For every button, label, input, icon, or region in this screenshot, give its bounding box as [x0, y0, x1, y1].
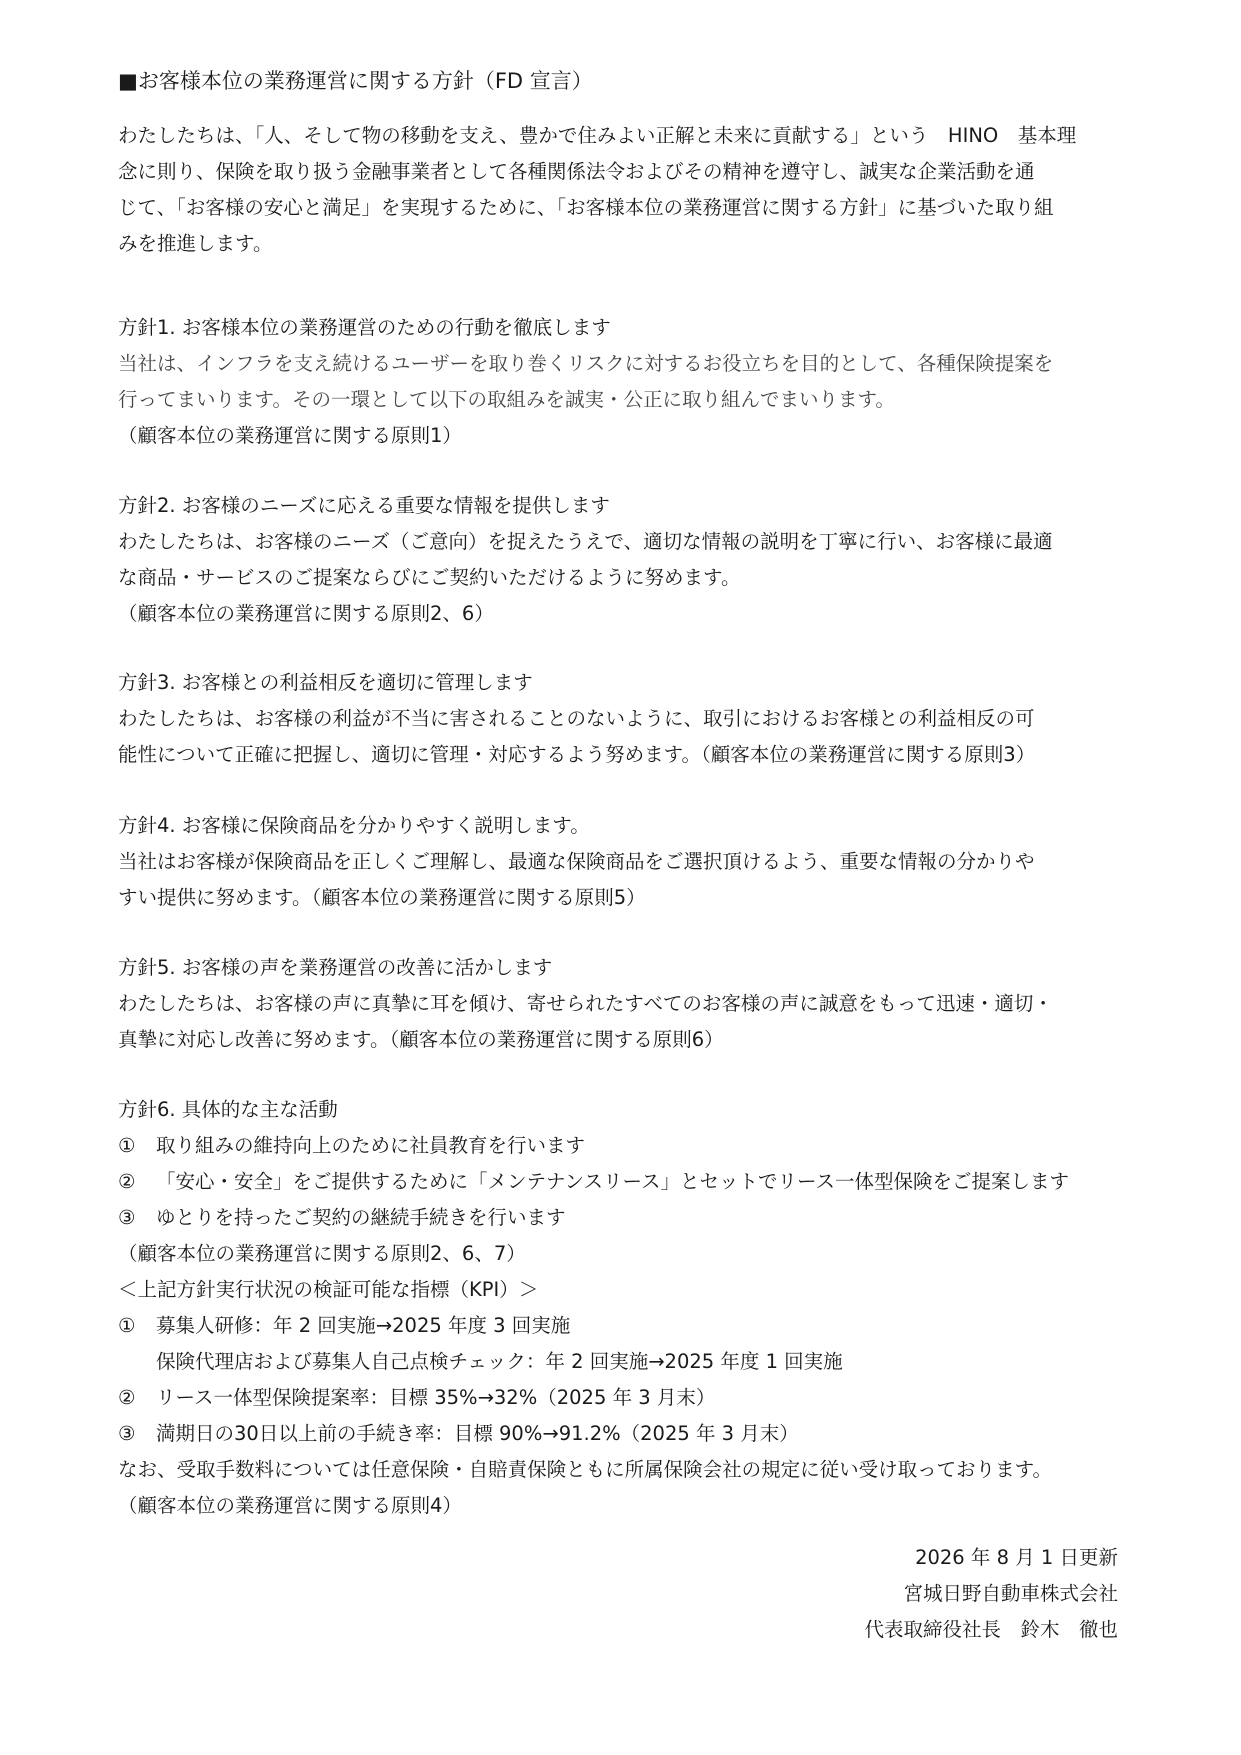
kpi-item: [118, 1344, 1138, 1380]
kpi-item: [118, 1380, 1138, 1416]
kpi-item: [118, 1416, 1138, 1452]
company-name: 宮城日野自動車株式会社: [903, 1582, 1118, 1605]
policy-6-section: [118, 1092, 1138, 1524]
representative-name: 代表取締役社長 鈴木 徹也: [864, 1618, 1118, 1641]
policy-5-line: わたしたちは、お客様の声に真摯に耳を傾け、寄せられたすべてのお客様の声に誠意をもって迅速・適切・: [118, 992, 1053, 1015]
policy-3-section: [118, 665, 1138, 773]
policy-5-line: 真摯に対応し改善に努めます。（顧客本位の業務運営に関する原則6）: [118, 1028, 724, 1051]
document-title: ■お客様本位の業務運営に関する方針（FD 宣言）: [118, 69, 593, 93]
intro-line: じて、「お客様の安心と満足」を実現するために、「お客様本位の業務運営に関する方針」に基づいた取り組: [118, 196, 1054, 219]
kpi-number: ②: [118, 1386, 136, 1409]
kpi-text: リース一体型保険提案率：目標 35%→32%（2025 年 3 月末）: [156, 1386, 716, 1409]
policy-1-principle: （顧客本位の業務運営に関する原則1）: [118, 424, 462, 447]
activity-text: 「安心・安全」をご提供するために「メンテナンスリース」とセットでリース一体型保険をご提案します: [156, 1170, 1069, 1193]
policy-1-line: 当社は、インフラを支え続けるユーザーを取り巻くリスクに対するお役立ちを目的として、各種保険提案を: [118, 352, 1054, 375]
activity-number: ③: [118, 1206, 136, 1229]
policy-6-principle: （顧客本位の業務運営に関する原則2、6、7）: [118, 1242, 526, 1265]
policy-2-section: [118, 488, 1138, 632]
policy-2-heading: 方針2. お客様のニーズに応える重要な情報を提供します: [118, 494, 610, 517]
policy-3-line: わたしたちは、お客様の利益が不当に害されることのないように、取引におけるお客様との利益相反の可: [118, 707, 1035, 730]
policy-1-line: 行ってまいります。その一環として以下の取組みを誠実・公正に取り組んでまいります。: [118, 388, 895, 411]
update-date: 2026 年 8 月 1 日更新: [915, 1546, 1118, 1569]
policy-5-section: [118, 950, 1138, 1058]
commission-note: なお、受取手数料については任意保険・自賠責保険ともに所属保険会社の規定に従い受け取っております。: [118, 1458, 1053, 1481]
activity-item: [118, 1200, 1138, 1236]
intro-line: みを推進します。: [118, 232, 273, 255]
policy-4-heading: 方針4. お客様に保険商品を分かりやすく説明します。: [118, 814, 590, 837]
activity-number: ②: [118, 1170, 136, 1193]
policy-3-heading: 方針3. お客様との利益相反を適切に管理します: [118, 671, 533, 694]
signature-block: [518, 1540, 1118, 1648]
commission-principle: （顧客本位の業務運営に関する原則4）: [118, 1494, 462, 1517]
kpi-text: 募集人研修：年 2 回実施→2025 年度 3 回実施: [156, 1314, 571, 1337]
kpi-item: [118, 1308, 1138, 1344]
activity-text: 取り組みの維持向上のために社員教育を行います: [156, 1134, 586, 1157]
activity-item: [118, 1164, 1138, 1200]
policy-2-principle: （顧客本位の業務運営に関する原則2、6）: [118, 602, 494, 625]
kpi-heading: ＜上記方針実行状況の検証可能な指標（KPI）＞: [118, 1278, 539, 1301]
activity-item: [118, 1128, 1138, 1164]
activity-number: ①: [118, 1134, 136, 1157]
policy-3-line: 能性について正確に把握し、適切に管理・対応するよう努めます。（顧客本位の業務運営に関する原則3）: [118, 743, 1036, 766]
intro-paragraph: [118, 118, 1138, 262]
policy-5-heading: 方針5. お客様の声を業務運営の改善に活かします: [118, 956, 553, 979]
activity-text: ゆとりを持ったご契約の継続手続きを行います: [156, 1206, 566, 1229]
policy-1-heading: 方針1. お客様本位の業務運営のための行動を徹底します: [118, 316, 611, 339]
kpi-number: ③: [118, 1422, 136, 1445]
policy-2-line: な商品・サービスのご提案ならびにご契約いただけるように努めます。: [118, 566, 741, 589]
intro-line: わたしたちは、「人、そして物の移動を支え、豊かで住みよい正解と未来に貢献する」という HINO 基本理: [118, 124, 1077, 147]
policy-2-line: わたしたちは、お客様のニーズ（ご意向）を捉えたうえで、適切な情報の説明を丁寧に行い、お客様に最適: [118, 530, 1053, 553]
policy-4-line: すい提供に努めます。（顧客本位の業務運営に関する原則5）: [118, 886, 646, 909]
kpi-number: ①: [118, 1314, 136, 1337]
intro-line: 念に則り、保険を取り扱う金融事業者として各種関係法令およびその精神を遵守し、誠実な企業活動を通: [118, 160, 1035, 183]
policy-4-section: [118, 808, 1138, 916]
kpi-text: 満期日の30日以上前の手続き率：目標 90%→91.2%（2025 年 3 月末）: [156, 1422, 799, 1445]
kpi-text: 保険代理店および募集人自己点検チェック：年 2 回実施→2025 年度 1 回実施: [156, 1350, 843, 1373]
policy-1-section: [118, 310, 1138, 454]
policy-6-heading: 方針6. 具体的な主な活動: [118, 1098, 338, 1121]
policy-4-line: 当社はお客様が保険商品を正しくご理解し、最適な保険商品をご選択頂けるよう、重要な情報の分かりや: [118, 850, 1035, 873]
